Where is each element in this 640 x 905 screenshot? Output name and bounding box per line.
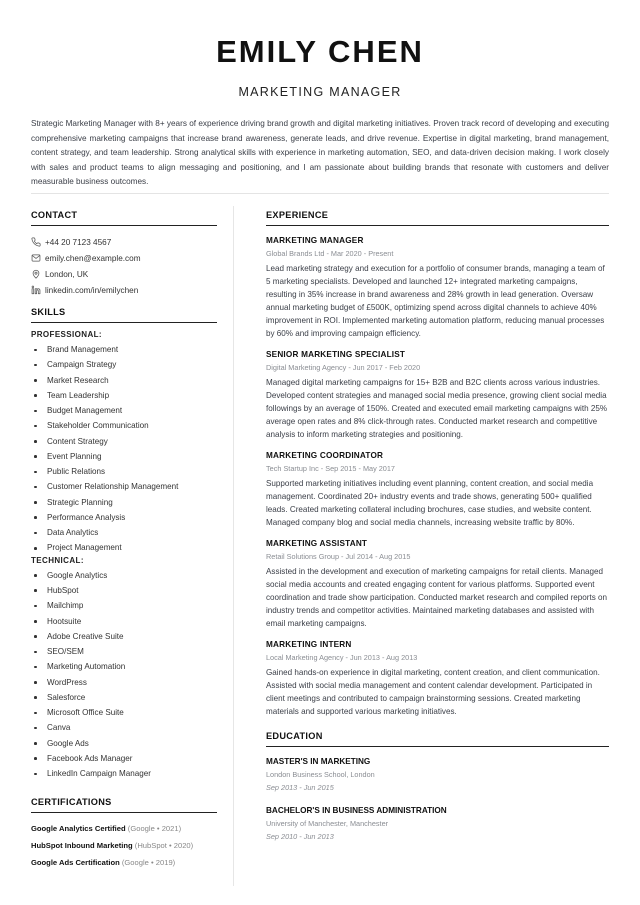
job-description: Assisted in the development and execution of marketing campaigns for retail clients. Managed social media accounts and created engaging content for various platforms. Supported event coordination and trade show participation. Conducted market research and compiled reports on industry trends and competitor activities. Maintained marketing databases and assisted with email marketing campaigns.: [266, 567, 608, 628]
technical-skills-label: TECHNICAL:: [31, 555, 84, 565]
right-column: [266, 210, 609, 845]
skill-item: Event Planning: [31, 449, 217, 464]
skill-item: SEO/SEM: [31, 644, 217, 659]
certifications-heading: CERTIFICATIONS: [31, 797, 217, 813]
contact-location: [31, 266, 217, 282]
education-heading: EDUCATION: [266, 731, 609, 747]
skill-item: Strategic Planning: [31, 495, 217, 510]
job-entry: [266, 640, 609, 718]
job-meta: Retail Solutions Group - Jul 2014 - Aug 2015: [266, 552, 411, 561]
skill-item: Public Relations: [31, 464, 217, 479]
skill-item: Brand Management: [31, 342, 217, 357]
location-pin-icon: [31, 269, 41, 279]
school-name: London Business School, London: [266, 770, 375, 779]
job-title: SENIOR MARKETING SPECIALIST: [266, 350, 406, 359]
contact-list: [31, 234, 217, 298]
contact-phone: [31, 234, 217, 250]
skill-item: Google Ads: [31, 736, 217, 751]
job-title: MARKETING ASSISTANT: [266, 539, 368, 548]
skill-item: Team Leadership: [31, 388, 217, 403]
job-title: MARKETING MANAGER: [266, 236, 364, 245]
candidate-name: EMILY CHEN: [216, 34, 424, 69]
certification-name: Google Analytics Certified: [31, 824, 126, 834]
skill-item: Facebook Ads Manager: [31, 751, 217, 766]
skill-item: Content Strategy: [31, 434, 217, 449]
degree-title: BACHELOR'S IN BUSINESS ADMINISTRATION: [266, 806, 447, 815]
certification-item: [31, 837, 217, 854]
skill-item: Salesforce: [31, 690, 217, 705]
professional-skills-list: [31, 342, 217, 556]
professional-skills-label: PROFESSIONAL:: [31, 330, 102, 339]
degree-title: MASTER'S IN MARKETING: [266, 757, 371, 766]
left-column: [31, 210, 217, 871]
job-meta: Tech Startup Inc - Sep 2015 - May 2017: [266, 464, 395, 473]
skill-item: HubSpot: [31, 583, 217, 598]
certification-name: Google Ads Certification: [31, 858, 120, 868]
skill-item: Performance Analysis: [31, 510, 217, 525]
certification-name: HubSpot Inbound Marketing: [31, 841, 133, 851]
job-meta: Local Marketing Agency - Jun 2013 - Aug 2013: [266, 653, 418, 662]
column-divider: [233, 206, 234, 886]
certifications-list: [31, 820, 217, 871]
skill-item: Stakeholder Communication: [31, 418, 217, 433]
technical-skills-list: [31, 568, 217, 782]
skills-heading: SKILLS: [31, 307, 217, 323]
certification-meta: (HubSpot • 2020): [134, 841, 194, 851]
skill-item: Budget Management: [31, 403, 217, 418]
skill-item: Market Research: [31, 373, 217, 388]
skill-item: Project Management: [31, 540, 217, 555]
school-name: University of Manchester, Manchester: [266, 819, 389, 828]
location-text: London, UK: [45, 269, 89, 279]
job-title: MARKETING INTERN: [266, 640, 352, 649]
job-meta: Global Brands Ltd - Mar 2020 - Present: [266, 249, 394, 258]
job-description: Supported marketing initiatives including event planning, content creation, and social media management. Coordinated 20+ industry events and trade shows, generating 500+ qualified leads. Created marketing collateral including brochures, case studies, and website content. Managed company blog and social media channels, increasing website traffic by 80%.: [266, 479, 594, 527]
job-entry: [266, 539, 609, 630]
job-description: Lead marketing strategy and execution for a portfolio of consumer brands, managing a team of 5 marketing specialists. Developed and launched 12+ integrated marketing campaigns, resulting in 35% increase in brand awareness and 28% growth in lead generation. Oversaw annual marketing budget of £500K, optimizing spend across digital channels to achieve 40% improvement in ROI. Implemented marketing automation platform, reducing manual processes by 60% and improving campaign efficiency.: [266, 264, 605, 338]
mail-icon: [31, 253, 41, 263]
phone-icon: [31, 237, 41, 247]
contact-email: [31, 250, 217, 266]
certification-item: [31, 854, 217, 871]
contact-linkedin: [31, 282, 217, 298]
skill-item: Canva: [31, 720, 217, 735]
professional-summary: Strategic Marketing Manager with 8+ years of experience driving brand growth and digital marketing initiatives. Proven track record of developing and executing comprehensive marketing campaigns that increase brand awareness, generate leads, and drive revenue. Expertise in digital marketing, brand management, content strategy, and team leadership. Strong analytical skills with experience in marketing automation, SEO, and data-driven decision making. I work closely with sales and product teams to align messaging and positioning, and I am passionate about building brands that resonate with customers and deliver measurable business outcomes.: [31, 119, 609, 186]
job-title: MARKETING COORDINATOR: [266, 451, 384, 460]
contact-heading: CONTACT: [31, 210, 217, 226]
certification-meta: (Google • 2021): [127, 824, 182, 834]
job-entry: [266, 350, 609, 441]
skill-item: Google Analytics: [31, 568, 217, 583]
job-description: Gained hands-on experience in digital marketing, content creation, and client communication. Assisted with social media management and content calendar development. Participated in client meetings and contributed to campaign brainstorming sessions. Created marketing materials and supported various marketing initiatives.: [266, 668, 600, 716]
skill-item: Hootsuite: [31, 614, 217, 629]
job-entry: [266, 451, 609, 529]
skill-item: Customer Relationship Management: [31, 479, 217, 494]
skill-item: WordPress: [31, 675, 217, 690]
linkedin-url[interactable]: linkedin.com/in/emilychen: [45, 285, 139, 295]
education-entry: [266, 757, 609, 796]
skill-item: Data Analytics: [31, 525, 217, 540]
experience-heading: EXPERIENCE: [266, 210, 609, 226]
certification-meta: (Google • 2019): [121, 858, 176, 868]
skill-item: Mailchimp: [31, 598, 217, 613]
phone-number: +44 20 7123 4567: [45, 237, 112, 247]
email-address[interactable]: emily.chen@example.com: [45, 253, 141, 263]
header-divider: [31, 193, 609, 194]
skill-item: Campaign Strategy: [31, 357, 217, 372]
linkedin-icon: [31, 285, 41, 295]
skill-item: Microsoft Office Suite: [31, 705, 217, 720]
job-description: Managed digital marketing campaigns for 15+ B2B and B2C clients across various industries. Developed content strategies and managed social media presence, growing client social media followings by an average of 150%. Created and executed email marketing campaigns with 25% average open rates and 8% click-through rates. Conducted market research and competitive analysis to inform marketing strategies and positioning.: [266, 378, 608, 439]
education-entry: [266, 806, 609, 845]
job-entry: [266, 236, 609, 340]
skill-item: Marketing Automation: [31, 659, 217, 674]
skill-item: LinkedIn Campaign Manager: [31, 766, 217, 781]
job-meta: Digital Marketing Agency - Jun 2017 - Feb 2020: [266, 363, 421, 372]
certification-item: [31, 820, 217, 837]
skill-item: Adobe Creative Suite: [31, 629, 217, 644]
education-dates: Sep 2013 - Jun 2015: [266, 783, 334, 792]
education-dates: Sep 2010 - Jun 2013: [266, 832, 334, 841]
job-title: MARKETING MANAGER: [238, 85, 402, 99]
